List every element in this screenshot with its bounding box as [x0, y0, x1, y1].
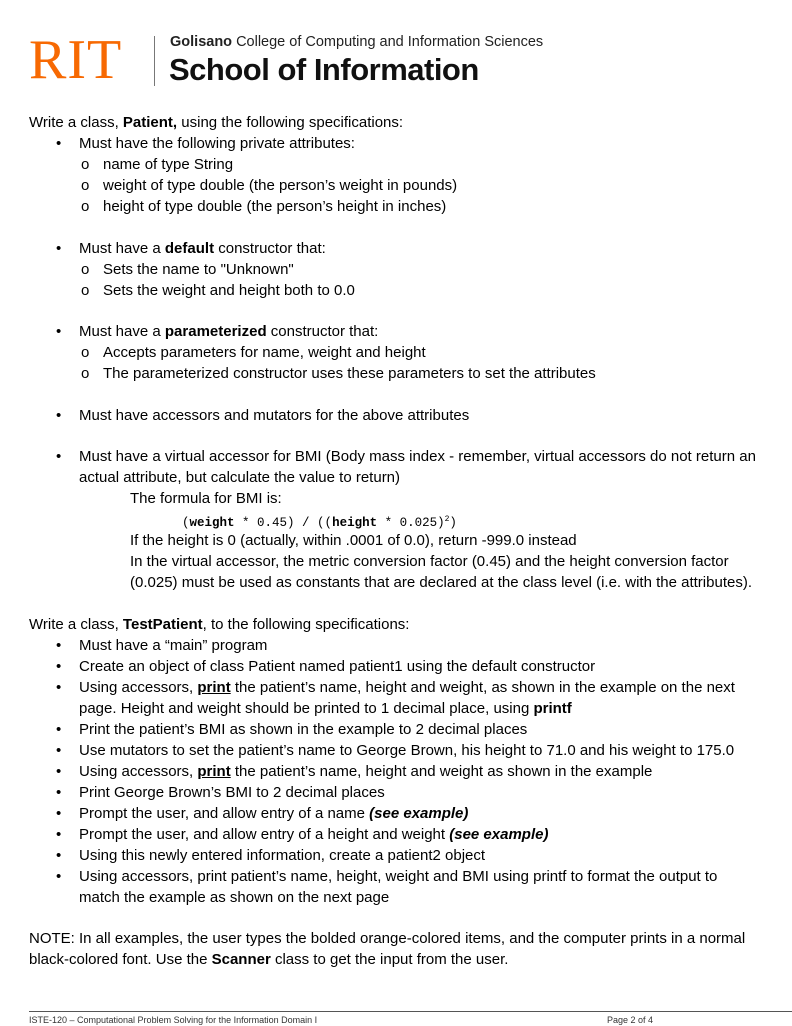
bmi-formula: (weight * 0.45) / ((height * 0.025)$^2$) [182, 515, 457, 531]
test-bullet: • Prompt the user, and allow entry of a height and weight (see example) [56, 825, 549, 843]
patient-intro: Write a class, Patient, using the following specifications: [29, 114, 404, 131]
test-bullet: • Prompt the user, and allow entry of a name (see example) [56, 804, 469, 822]
bullet-continuation: actual attribute, but calculate the value to return) [79, 469, 401, 486]
bullet-accessors: • Must have accessors and mutators for the above attributes [56, 406, 470, 424]
sub-item: o Sets the weight and height both to 0.0 [81, 281, 355, 299]
test-bullet: • Must have a “main” program [56, 636, 268, 654]
logo-divider [154, 36, 155, 86]
testpatient-intro: Write a class, TestPatient, to the following specifications: [29, 615, 410, 633]
sub-item: o Sets the name to "Unknown" [81, 260, 294, 278]
test-bullet: • Print George Brown’s BMI to 2 decimal places [56, 783, 385, 801]
assignment-body [29, 112, 779, 970]
college-name: Golisano College of Computing and Information Sciences [170, 34, 544, 50]
sub-item: o Accepts parameters for name, weight and height [81, 344, 426, 361]
note-line: NOTE: In all examples, the user types the bolded orange-colored items, and the computer prints in a normal [29, 930, 746, 947]
bullet-parameterized-constructor: • Must have a parameterized constructor that: [56, 323, 379, 340]
bullet-default-constructor: • Must have a default constructor that: [56, 239, 326, 257]
bullet-private-attributes: • Must have the following private attributes: [56, 135, 355, 152]
page-number: Page 2 of 4 [607, 1015, 654, 1025]
zero-height-rule: If the height is 0 (actually, within .0001 of 0.0), return -999.0 instead [130, 532, 577, 549]
test-bullet: • Create an object of class Patient named patient1 using the default constructor [56, 657, 596, 675]
constants-note: In the virtual accessor, the metric conversion factor (0.45) and the height conversion factor [130, 553, 729, 570]
sub-item: o The parameterized constructor uses these parameters to set the attributes [81, 365, 596, 382]
note-line: black-colored font. Use the Scanner class to get the input from the user. [29, 951, 509, 968]
course-title: ISTE-120 – Computational Problem Solving for the Information Domain I [29, 1015, 318, 1025]
test-bullet: • Print the patient’s BMI as shown in the example to 2 decimal places [56, 720, 528, 738]
test-bullet: • Use mutators to set the patient’s name to George Brown, his height to 71.0 and his weight to 175.0 [56, 741, 735, 759]
bullet-virtual-accessor: • Must have a virtual accessor for BMI (Body mass index - remember, virtual accessors do not return an [56, 448, 756, 465]
bullet-continuation: page. Height and weight should be printed to 1 decimal place, using printf [79, 699, 572, 717]
constants-note: (0.025) must be used as constants that are declared at the class level (i.e. with the attributes). [130, 574, 752, 591]
bullet-continuation: match the example as shown on the next page [79, 888, 390, 906]
test-bullet: • Using accessors, print the patient’s name, height and weight as shown in the example [56, 762, 653, 780]
sub-item: o weight of type double (the person’s weight in pounds) [81, 177, 458, 194]
formula-intro: The formula for BMI is: [130, 490, 282, 507]
test-bullet: • Using accessors, print the patient’s name, height and weight, as shown in the example on the next [56, 678, 735, 696]
test-bullet: • Using accessors, print patient’s name, height, weight and BMI using printf to format the output to [56, 867, 718, 885]
sub-item: o height of type double (the person’s height in inches) [81, 198, 447, 215]
test-bullet: • Using this newly entered information, create a patient2 object [56, 846, 486, 864]
school-name: School of Information [169, 52, 479, 87]
rit-logo: RIT [29, 29, 123, 91]
sub-item: o name of type String [81, 156, 234, 173]
